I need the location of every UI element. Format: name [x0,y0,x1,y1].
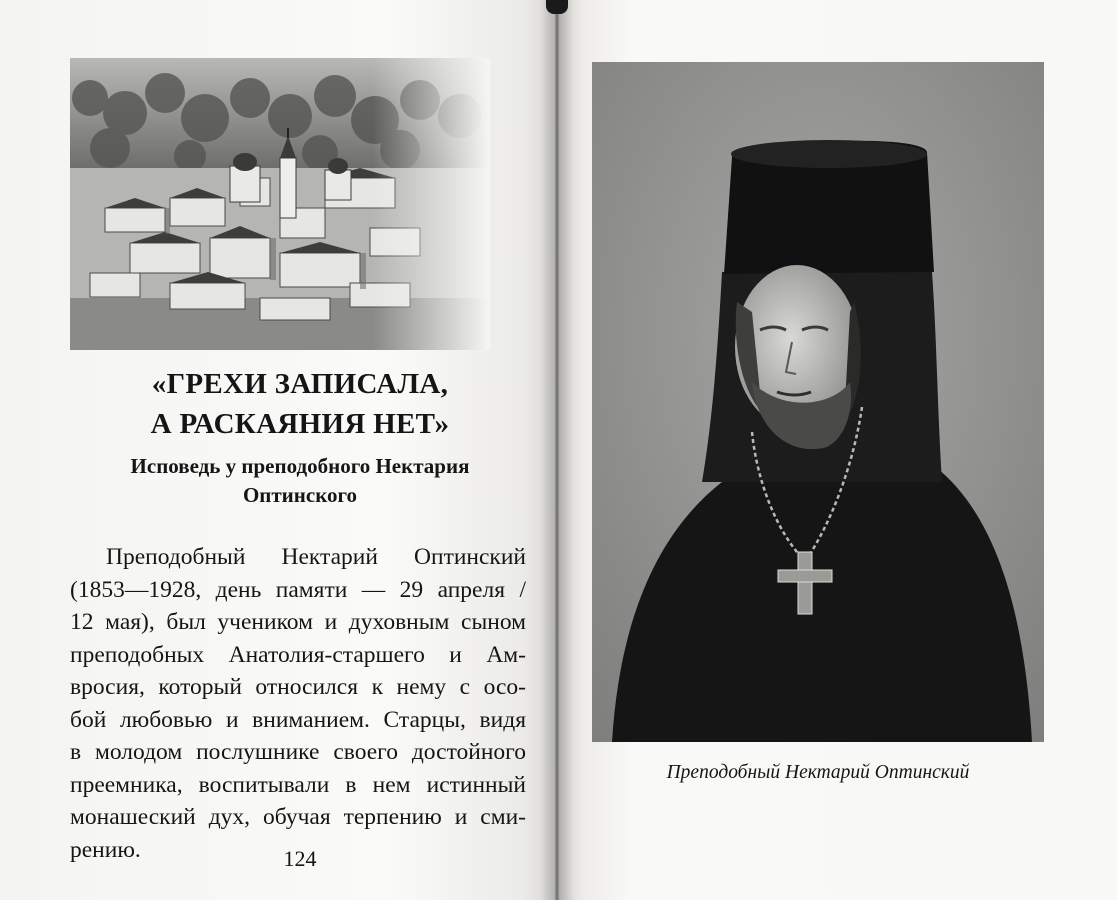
chapter-title-line: А РАСКАЯНИЯ НЕТ» [150,408,450,440]
text-line: бой любовью и вниманием. Старцы, видя [70,706,526,733]
text-line: 12 мая), был учеником и духовным сыном [70,609,526,635]
portrait-photo [592,62,1044,742]
text-line: в молодом послушнике своего достойного [70,739,526,765]
text-line: преподобных Анатолия-старшего и Ам- [70,641,526,668]
text-line: преемника, воспитывали в нем истинный [70,771,526,798]
text-line: Преподобный Нектарий Оптинский [106,544,526,570]
chapter-title [70,364,530,444]
page-number: 124 [283,846,317,871]
subtitle-line: Исповедь у преподобного Нектария [130,454,470,478]
portrait-caption: Преподобный Нектарий Оптинский [666,762,970,783]
monastery-aerial-photo [70,58,490,350]
subtitle-line: Оптинского [242,483,358,507]
binding-mark [546,0,568,14]
text-line: вросия, который относился к нему с осо- [70,674,526,700]
text-line: рению. [70,836,141,863]
chapter-title-line: «ГРЕХИ ЗАПИСАЛА, [151,368,449,400]
text-line: (1853—1928, день памяти — 29 апреля / [70,576,526,603]
text-line: монашеский дух, обучая терпению и сми- [70,804,526,830]
book-gutter [540,0,574,900]
body-paragraph [70,541,526,866]
chapter-subtitle [70,452,530,510]
